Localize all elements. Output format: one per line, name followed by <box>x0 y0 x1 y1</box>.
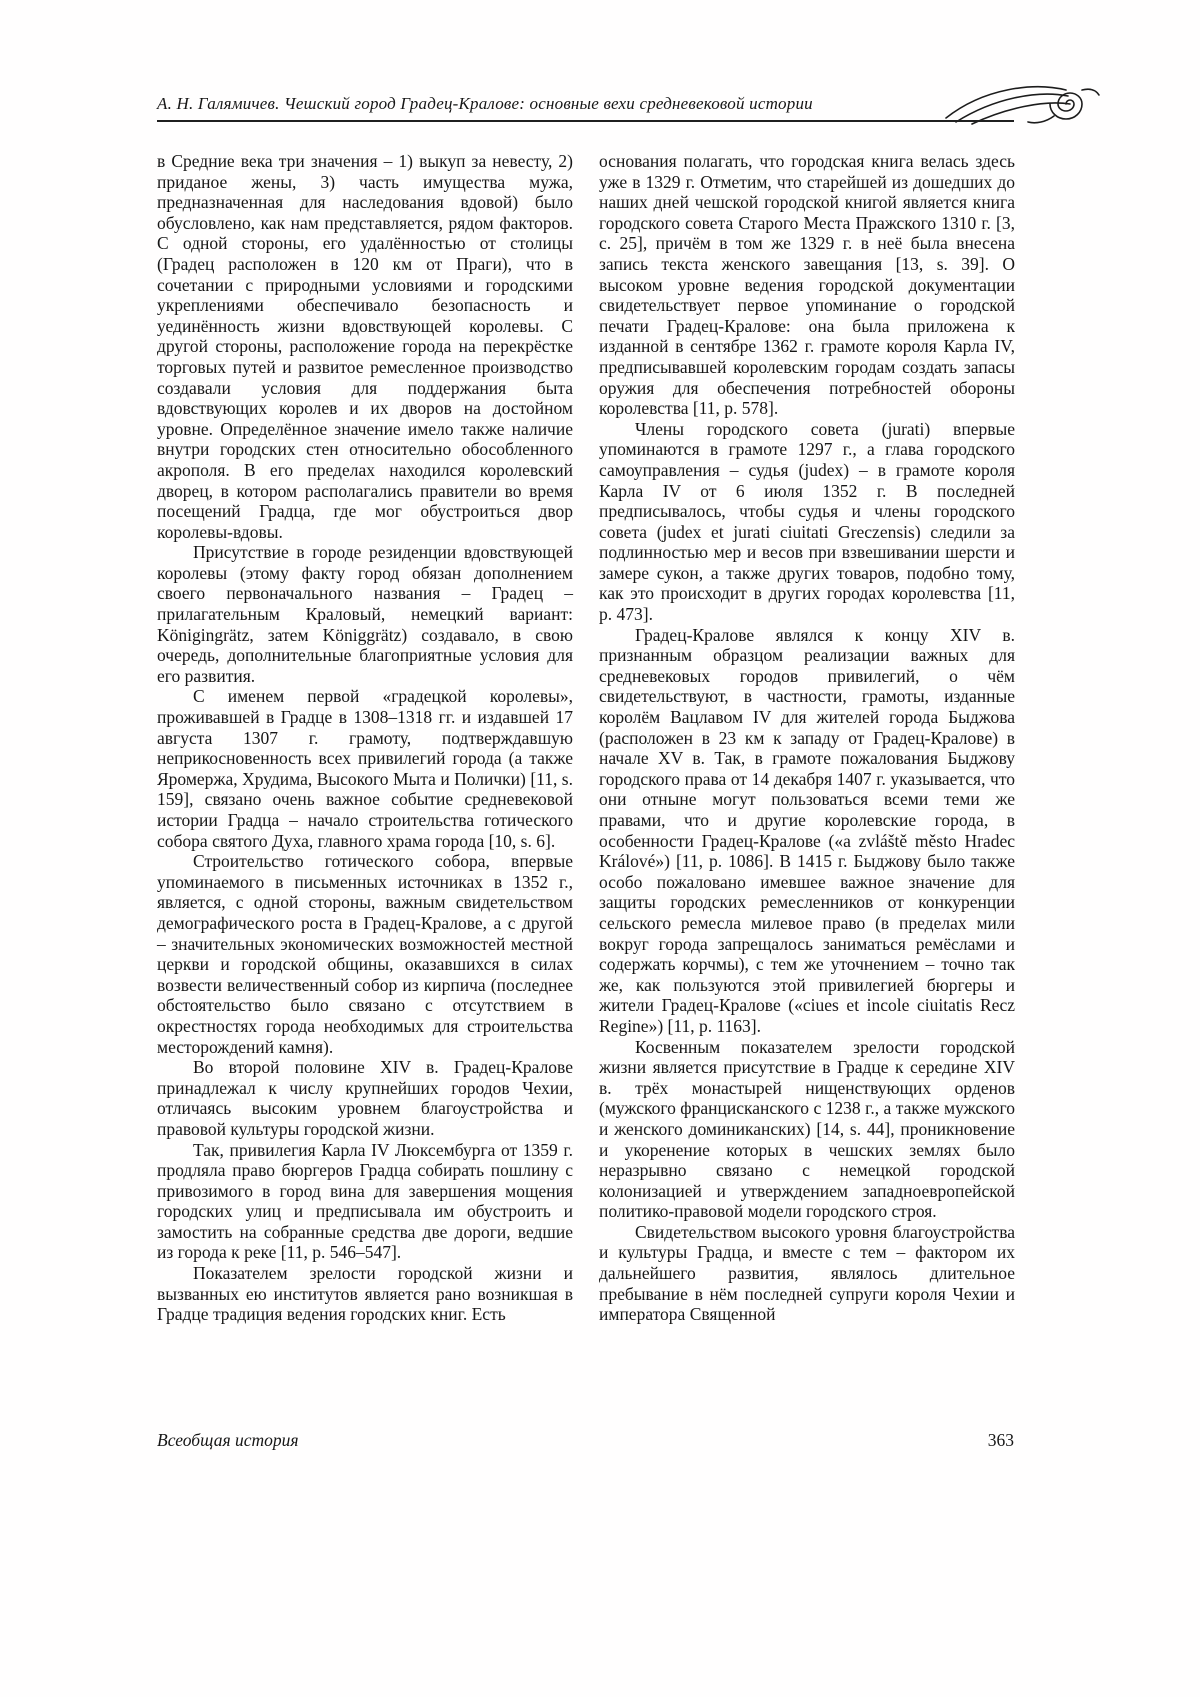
right-column <box>599 151 1015 1325</box>
paragraph: Косвенным показателем зрелости городской жизни является присутствие в Градце к середине XIV в. трёх монастырей нищенствующих орденов (мужского францисканского с 1238 г., а также мужского и женского доминиканских) [14, s. 44], проникновение и укоренение которых в чешских землях было неразрывно связано с немецкой городской колонизацией и утверждением западноевропейской политико-правовой модели городского строя. <box>599 1036 1015 1222</box>
paragraph: Градец-Кралове являлся к концу XIV в. признанным образцом реализации важных для средневековых городов привилегий, о чём свидетельствуют, в частности, грамоты, изданные королём Вацлавом IV для жителей города Быджова (расположен в 23 км к западу от Градец-Кралове) в начале XV в. Так, в грамоте пожалования Быджову городского права от 14 декабря 1407 г. указывается, что они отныне могут пользоваться всеми теми же правами, что и другие королевские города, в особенности Градец-Кралове («a zvláště město Hradec Králové») [11, p. 1086]. В 1415 г. Быджову было также особо пожаловано имевшее важное значение для защиты городских ремесленников от конкуренции сельского ремесла милевое право (в пределах мили вокруг города запрещалось заниматься ремёслами и содержать корчмы), с тем же уточнением – точно так же, как пользуются этой привилегией бюргеры и жители Градец-Кралове («ciues et incole ciuitatis Recz Regine») [11, p. 1163]. <box>599 624 1015 1036</box>
running-head <box>157 94 937 114</box>
paragraph: Строительство готического собора, впервые упоминаемого в письменных источниках в 1352 г., является, с одной стороны, важным свидетельством демографического роста в Градец-Кралове, а с другой – значительных экономических возможностей местной церкви и городской общины, оказавшихся в силах возвести величественный собор из кирпича (последнее обстоятельство было связано с отсутствием в окрестностях города необходимых для строительства месторождений камня). <box>157 851 573 1057</box>
left-column <box>157 151 573 1325</box>
page-footer <box>157 1430 1014 1451</box>
header-rule <box>157 120 1014 122</box>
article-body <box>157 151 1015 1325</box>
paragraph: С именем первой «градецкой королевы», проживавшей в Градце в 1308–1318 гг. и издавшей 17 августа 1307 г. грамоту, подтверждавшую неприкосновенность всех привилегий города (а также Яромержа, Хрудима, Высокого Мыта и Полички) [11, s. 159], связано очень важное событие средневековой истории Градца – начало строительства готического собора святого Духа, главного храма города [10, s. 6]. <box>157 686 573 851</box>
paragraph: Свидетельством высокого уровня благоустройства и культуры Градца, и вместе с тем – фактором их дальнейшего развития, являлось длительное пребывание в нём последней супруги короля Чехии и императора Священной <box>599 1221 1015 1325</box>
page-number: 363 <box>987 1430 1014 1450</box>
paragraph: Присутствие в городе резиденции вдовствующей королевы (этому факту город обязан дополнением своего первоначального названия – Градец – прилагательным Краловый, немецкий вариант: Königingrätz, затем Königgrätz) создавало, в свою очередь, дополнительные благоприятные условия для его развития. <box>157 542 573 686</box>
paragraph: Так, привилегия Карла IV Люксембурга от 1359 г. продляла право бюргеров Градца собирать пошлину с привозимого в город вина для завершения мощения городских улиц и предписывала им обустроить и замостить на собранные средства две дороги, ведшие из города к реке [11, p. 546–547]. <box>157 1139 573 1263</box>
paragraph: основания полагать, что городская книга велась здесь уже в 1329 г. Отметим, что старейшей из дошедших до наших дней чешской городской книгой является книга городского совета Старого Места Пражского 1310 г. [3, с. 25], причём в том же 1329 г. в неё была внесена запись текста женского завещания [13, s. 39]. О высоком уровне ведения городской документации свидетельствует первое упоминание о городской печати Градец-Кралове: она была приложена к изданной в сентябре 1362 г. грамоте короля Карла IV, предписывавшей королевским городам создать запасы оружия для обеспечения потребностей обороны королевства [11, p. 578]. <box>599 151 1015 419</box>
paragraph: Во второй половине XIV в. Градец-Кралове принадлежал к числу крупнейших городов Чехии, отличаясь высоким уровнем благоустройства и правовой культуры городской жизни. <box>157 1057 573 1139</box>
journal-section-title: Всеобщая история <box>157 1430 299 1450</box>
running-head-text: А. Н. Галямичев. Чешский город Градец-Кралове: основные вехи средневековой истории <box>157 94 813 113</box>
paragraph: Показателем зрелости городской жизни и вызванных ею институтов является рано возникшая в Градце традиция ведения городских книг. Есть <box>157 1263 573 1325</box>
paragraph: в Средние века три значения – 1) выкуп за невесту, 2) приданое жены, 3) часть имущества мужа, предназначенная для наследования вдовой) было обусловлено, как нам представляется, рядом факторов. С одной стороны, его удалённостью от столицы (Градец расположен в 120 км от Праги), что в сочетании с природными условиями и городскими укреплениями обеспечивало безопасность и уединённость жизни вдовствующей королевы. С другой стороны, расположение города на перекрёстке торговых путей и развитое ремесленное производство создавали условия для поддержания быта вдовствующих королев и их дворов на достойном уровне. Определённое значение имело также наличие внутри городских стен относительно обособленного акрополя. В его пределах находился королевский дворец, в котором располагались правители во время посещений Градца, где мог обустроиться двор королевы-вдовы. <box>157 151 573 542</box>
paragraph: Члены городского совета (jurati) впервые упоминаются в грамоте 1297 г., а глава городского самоуправления – судья (judex) – в грамоте короля Карла IV от 6 июля 1352 г. В последней предписывалось, чтобы судья и члены городского совета (judex et jurati ciuitati Greczensis) следили за подлинностью мер и весов при взвешивании шерсти и замере сукон, а также других товаров, подобно тому, как это происходит в других городах королевства [11, p. 473]. <box>599 418 1015 625</box>
